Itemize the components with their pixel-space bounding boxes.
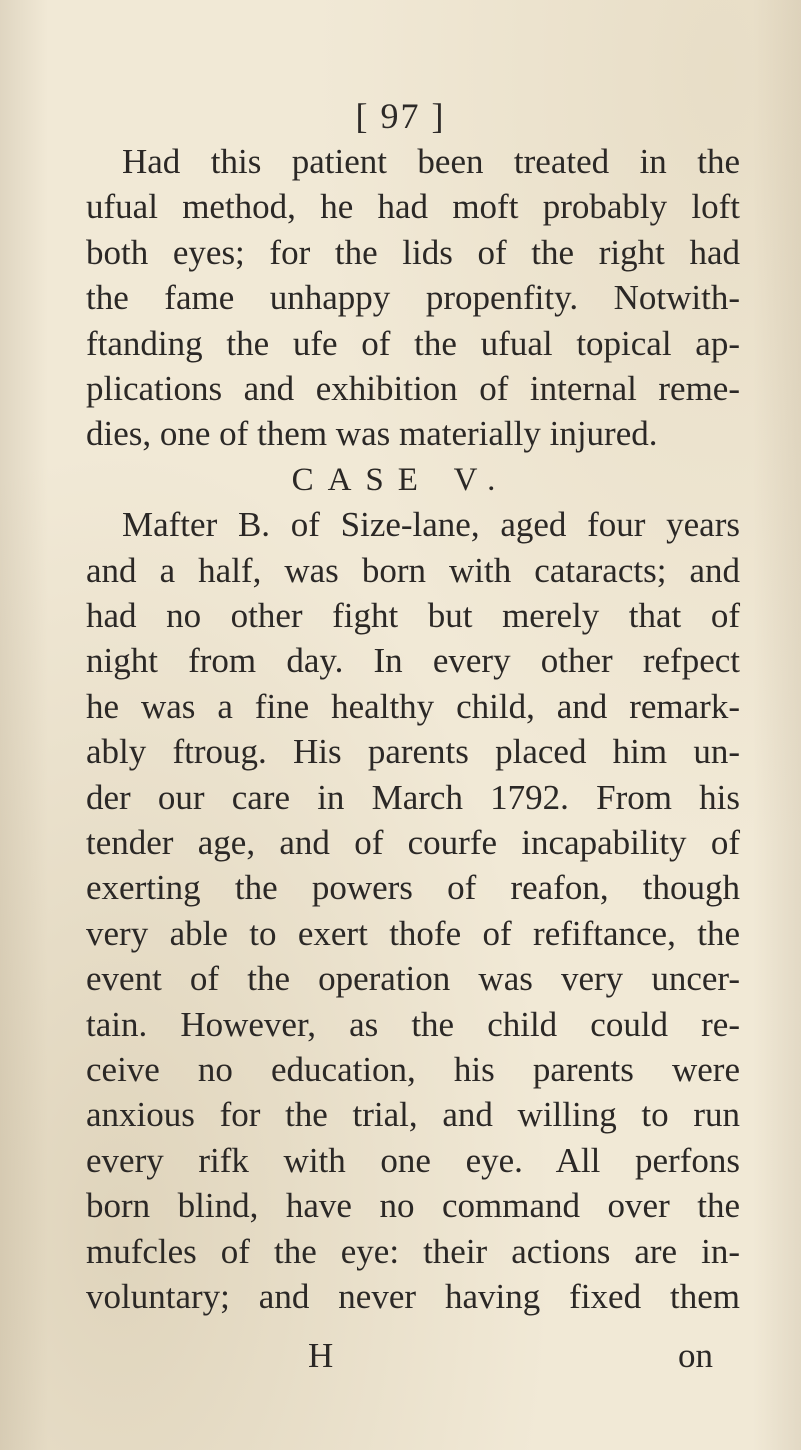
text-line: der our care in March 1792. From his [86, 777, 740, 817]
text-line: exerting the powers of reafon, though [86, 868, 740, 908]
text-line: Mafter B. of Size-lane, aged four years [122, 505, 740, 545]
text-line: ceive no education, his parents were [86, 1050, 740, 1089]
signature-mark: H [308, 1336, 334, 1375]
catchword: on [678, 1336, 713, 1375]
text-line: plications and exhibition of internal reme- [86, 369, 740, 408]
text-line: he was a fine healthy child, and remark- [86, 686, 740, 726]
text-line: voluntary; and never having fixed them [86, 1277, 740, 1316]
text-line: ably ftroug. His parents placed him un- [86, 732, 740, 772]
text-line: both eyes; for the lids of the right had [86, 232, 740, 272]
page-number: [ 97 ] [355, 96, 446, 136]
text-line: anxious for the trial, and willing to run [86, 1095, 740, 1135]
text-line: Had this patient been treated in the [122, 142, 740, 181]
text-line: tain. However, as the child could re- [86, 1004, 740, 1044]
text-line: event of the operation was very uncer- [86, 959, 740, 999]
text-line: tender age, and of courfe incapability of [86, 823, 740, 862]
text-line: and a half, was born with cataracts; and [86, 550, 740, 590]
text-line: born blind, have no command over the [86, 1186, 740, 1226]
text-line: had no other fight but merely that of [86, 596, 740, 635]
text-line: mufcles of the eye: their actions are in- [86, 1231, 740, 1271]
text-line: ufual method, he had moft probably loft [86, 187, 740, 227]
text-line: the fame unhappy propenfity. Notwith- [86, 278, 740, 318]
case-heading: CASE V. [291, 461, 510, 498]
text-line: night from day. In every other refpect [86, 641, 740, 681]
text-line: dies, one of them was materially injured. [86, 414, 658, 454]
text-line: every rifk with one eye. All perfons [86, 1140, 740, 1180]
text-line: very able to exert thofe of refiftance, the [86, 913, 740, 953]
text-line: ftanding the ufe of the ufual topical ap- [86, 323, 740, 363]
